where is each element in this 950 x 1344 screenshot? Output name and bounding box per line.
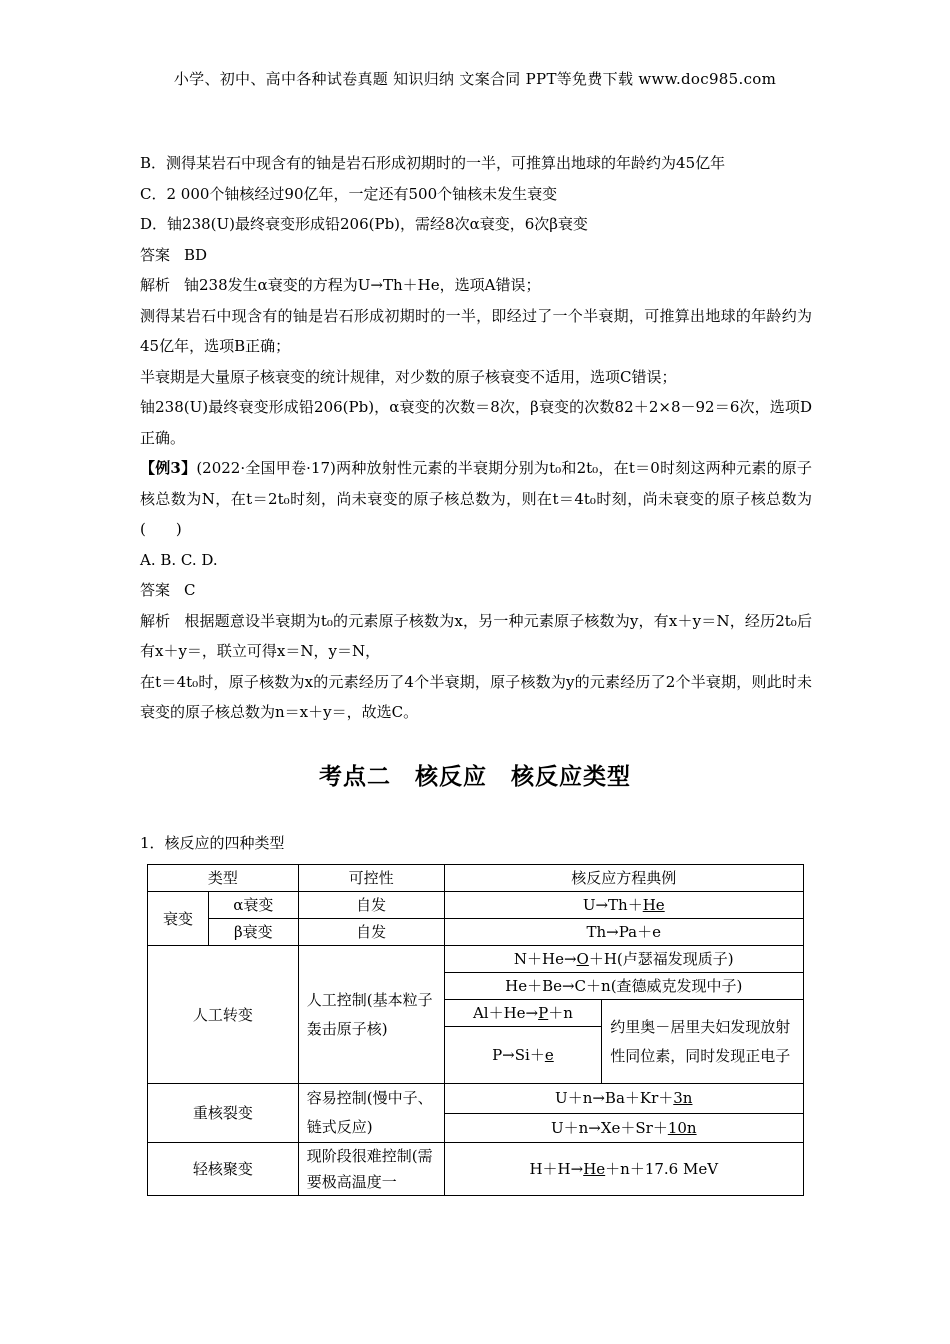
fusion-equation (444, 1143, 803, 1196)
table-row (148, 946, 804, 973)
analysis-1-para2: 测得某岩石中现含有的铀是岩石形成初期时的一半，即经过了一个半衰期，可推算出地球的年龄约为45亿年，选项B正确； (140, 306, 812, 355)
eq-underlined: 10n (667, 1118, 697, 1137)
alpha-decay-label: α衰变 (208, 892, 298, 919)
nuclear-reaction-table (147, 864, 804, 1196)
eq-part: ＋H(卢瑟福发现质子) (588, 950, 734, 968)
option-b: B．测得某岩石中现含有的铀是岩石形成初期时的一半，可推算出地球的年龄约为45亿年 (140, 154, 726, 172)
eq-underlined: He (642, 896, 665, 914)
table-row (148, 1143, 804, 1196)
table-header-row (148, 865, 804, 892)
example-3-choices: A. B. C. D. (140, 550, 218, 569)
beta-equation: Th→Pa＋e (444, 919, 803, 946)
answer-value: C (184, 581, 196, 599)
fusion-control-cell (298, 1143, 444, 1196)
example-3-stem (140, 453, 812, 545)
eq-part: U＋n→Ba＋Kr＋ (555, 1089, 674, 1108)
analysis-label: 解析 (140, 276, 171, 294)
fission-eq2 (444, 1113, 803, 1143)
analysis-1-para3: 半衰期是大量原子核衰变的统计规律，对少数的原子核衰变不适用，选项C错误； (140, 367, 677, 386)
eq-underlined: e (544, 1046, 554, 1064)
eq-part: U＋n→Xe＋Sr＋ (550, 1118, 668, 1137)
eq-part: ＋n＋17.6 MeV (605, 1160, 719, 1178)
artificial-eq1 (444, 946, 803, 973)
header-control: 可控性 (298, 865, 444, 892)
example-tag: 【例3】 (140, 459, 197, 477)
analysis-2-para1 (140, 606, 812, 667)
eq-part: P→Si＋ (492, 1046, 545, 1064)
artificial-type: 人工转变 (148, 946, 299, 1084)
analysis-label: 解析 (140, 611, 171, 630)
answer-label: 答案 (140, 245, 171, 264)
answer-1 (140, 240, 812, 271)
answer-label: 答案 (140, 581, 171, 599)
main-content (140, 148, 812, 728)
header-type: 类型 (148, 865, 299, 892)
example-stem: (2022·全国甲卷·17)两种放射性元素的半衰期分别为t₀和2t₀，在t＝0时刻这两种元素的原子核总数为N，在t＝2t₀时刻，尚未衰变的原子核总数为，则在t＝4t₀时刻，尚未衰变的原子核总数为( ) (140, 459, 813, 538)
fission-type: 重核裂变 (148, 1084, 299, 1143)
artificial-eq3 (444, 1000, 602, 1027)
artificial-eq4 (444, 1027, 602, 1084)
eq-part: H＋H→ (529, 1160, 584, 1178)
table-row (148, 892, 804, 919)
eq-part: U→Th＋ (582, 896, 643, 914)
table-row (148, 1084, 804, 1114)
fusion-type: 轻核聚变 (148, 1143, 299, 1196)
page-header: 小学、初中、高中各种试卷真题 知识归纳 文案合同 PPT等免费下载 www.doc985.com (173, 70, 777, 88)
analysis-1-para4: 铀238(U)最终衰变形成铅206(Pb)，α衰变的次数＝8次，β衰变的次数82＋2×8－92＝6次，选项D正确。 (140, 398, 812, 447)
analysis-2-para2: 在t＝4t₀时，原子核数为x的元素经历了4个半衰期，原子核数为y的元素经历了2个半衰期，则此时未衰变的原子核总数为n＝x＋y＝，故选C。 (140, 672, 812, 721)
answer-2 (140, 575, 812, 606)
fission-control: 容易控制(慢中子、链式反应) (298, 1084, 444, 1143)
eq-part: Al＋He→ (472, 1004, 539, 1022)
option-c: C．2 000个铀核经过90亿年，一定还有500个铀核未发生衰变 (140, 184, 558, 203)
fission-eq1 (444, 1084, 803, 1114)
curie-note: 约里奥－居里夫妇发现放射性同位素，同时发现正电子 (602, 1000, 804, 1084)
eq-underlined: O (576, 950, 589, 968)
sub-title: 1．核反应的四种类型 (140, 834, 285, 852)
option-d: D．铀238(U)最终衰变形成铅206(Pb)，需经8次α衰变，6次β衰变 (140, 215, 588, 233)
decay-type: 衰变 (148, 892, 209, 946)
answer-value: BD (184, 245, 208, 264)
analysis-1-line1 (140, 270, 812, 301)
eq-underlined: 3n (673, 1089, 693, 1108)
beta-control: 自发 (298, 919, 444, 946)
analysis-text: 铀238发生α衰变的方程为U→Th＋He，选项A错误； (184, 276, 541, 294)
header-example: 核反应方程典例 (444, 865, 803, 892)
alpha-control: 自发 (298, 892, 444, 919)
eq-underlined: He (583, 1160, 606, 1178)
fusion-control: 现阶段很难控制(需要极高温度一 (306, 1147, 433, 1191)
eq-part: ＋n (548, 1004, 573, 1022)
alpha-equation (444, 892, 803, 919)
artificial-control: 人工控制(基本粒子轰击原子核) (298, 946, 444, 1084)
table-row (148, 919, 804, 946)
artificial-eq2: He＋Be→C＋n(查德威克发现中子) (444, 973, 803, 1000)
section-title: 考点二 核反应 核反应类型 (319, 763, 631, 790)
analysis-text: 根据题意设半衰期为t₀的元素原子核数为x，另一种元素原子核数为y，有x＋y＝N，经历2t₀后有x＋y＝，联立可得x＝N，y＝N， (140, 611, 812, 660)
beta-decay-label: β衰变 (208, 919, 298, 946)
eq-underlined: P (538, 1004, 549, 1022)
eq-part: N＋He→ (513, 950, 577, 968)
